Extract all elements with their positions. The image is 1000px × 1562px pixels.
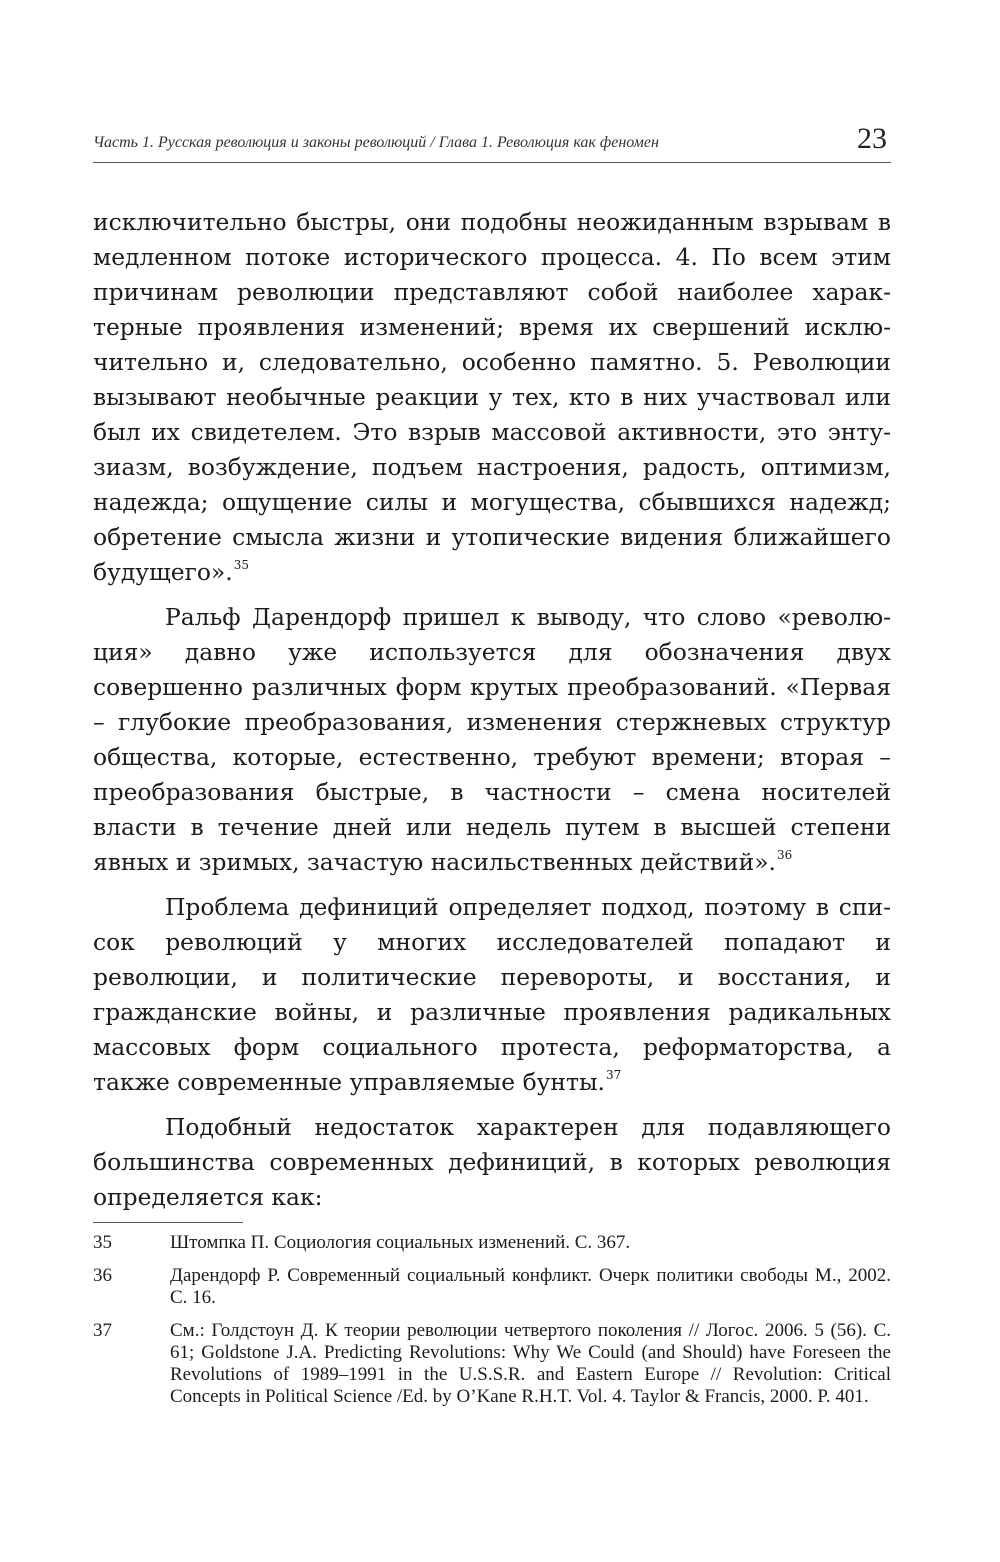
footnote-text: Штомпка П. Социология социальных изменений. С. 367. — [170, 1232, 631, 1253]
paragraph-text: Проблема дефиниций определяет подход, поэтому в список революций у многих исследователей попадают и революции, и политические перевороты, и восстания, и гражданские войны, и различные проявления радикальных массовых форм социального протеста, реформаторства, а также современные управляемые бунты. — [93, 893, 891, 1096]
footnote-reference: 37 — [606, 1068, 622, 1083]
main-text — [93, 205, 891, 1215]
footnote-divider — [93, 1222, 243, 1223]
running-header — [93, 118, 891, 163]
paragraph-text: Подобный недостаток характерен для подавляющего большинства современных дефиниций, в которых революция определяется как: — [93, 1113, 891, 1211]
paragraph — [93, 1110, 891, 1215]
footnote — [93, 1320, 891, 1408]
paragraph-text: исключительно быстры, они подобны неожиданным взрывам в медленном потоке исторического процесса. 4. По всем этим причинам революции представляют собой наиболее характерные проявления изменений; время их свершений исключительно и, следовательно, особенно памятно. 5. Революции вызывают необычные реакции у тех, кто в них участвовал или был их свидетелем. Это взрыв массовой активности, это энтузиазм, возбуждение, подъем настроения, радость, оптимизм, надежда; ощущение силы и могущества, сбывшихся надежд; обретение смысла жизни и утопические видения ближайшего будущего». — [93, 208, 891, 586]
footnote-text: Дарендорф Р. Современный социальный конфликт. Очерк политики свободы М., 2002. С. 16. — [170, 1265, 891, 1308]
footnotes — [93, 1232, 891, 1419]
footnote-text: См.: Голдстоун Д. К теории революции четвертого поколения // Логос. 2006. 5 (56). С. 61; Goldstone J.A. Predicting Revolutions: Why We Could (and Should) have Foreseen the Revolutions of 1989–1991 in the U.S.S.R. and Eastern Europe // Revolution: Critical Concepts in Political Science /Ed. by O’Kane R.H.T. Vol. 4. Taylor & Francis, 2000. P. 401. — [170, 1320, 891, 1407]
running-title: Часть 1. Русская революция и законы революций / Глава 1. Революция как феномен — [93, 134, 659, 151]
footnote-number: 37 — [93, 1320, 112, 1341]
paragraph-text: Ральф Дарендорф пришел к выводу, что слово «революция» давно уже используется для обозначения двух совершенно различных форм крутых преобразований. «Первая – глубокие преобразования, изменения стержневых структур общества, которые, естественно, требуют времени; вторая – преобразования быстрые, в частности – смена носителей власти в течение дней или недель путем в высшей степени явных и зримых, зачастую насильственных действий». — [93, 603, 891, 876]
footnote-reference: 35 — [233, 558, 249, 573]
footnote — [93, 1265, 891, 1309]
footnote — [93, 1232, 891, 1254]
paragraph — [93, 600, 891, 880]
footnote-number: 35 — [93, 1232, 112, 1253]
paragraph — [93, 890, 891, 1100]
paragraph — [93, 205, 891, 590]
footnote-reference: 36 — [776, 848, 793, 863]
page-number: 23 — [857, 122, 887, 155]
footnote-number: 36 — [93, 1265, 112, 1286]
